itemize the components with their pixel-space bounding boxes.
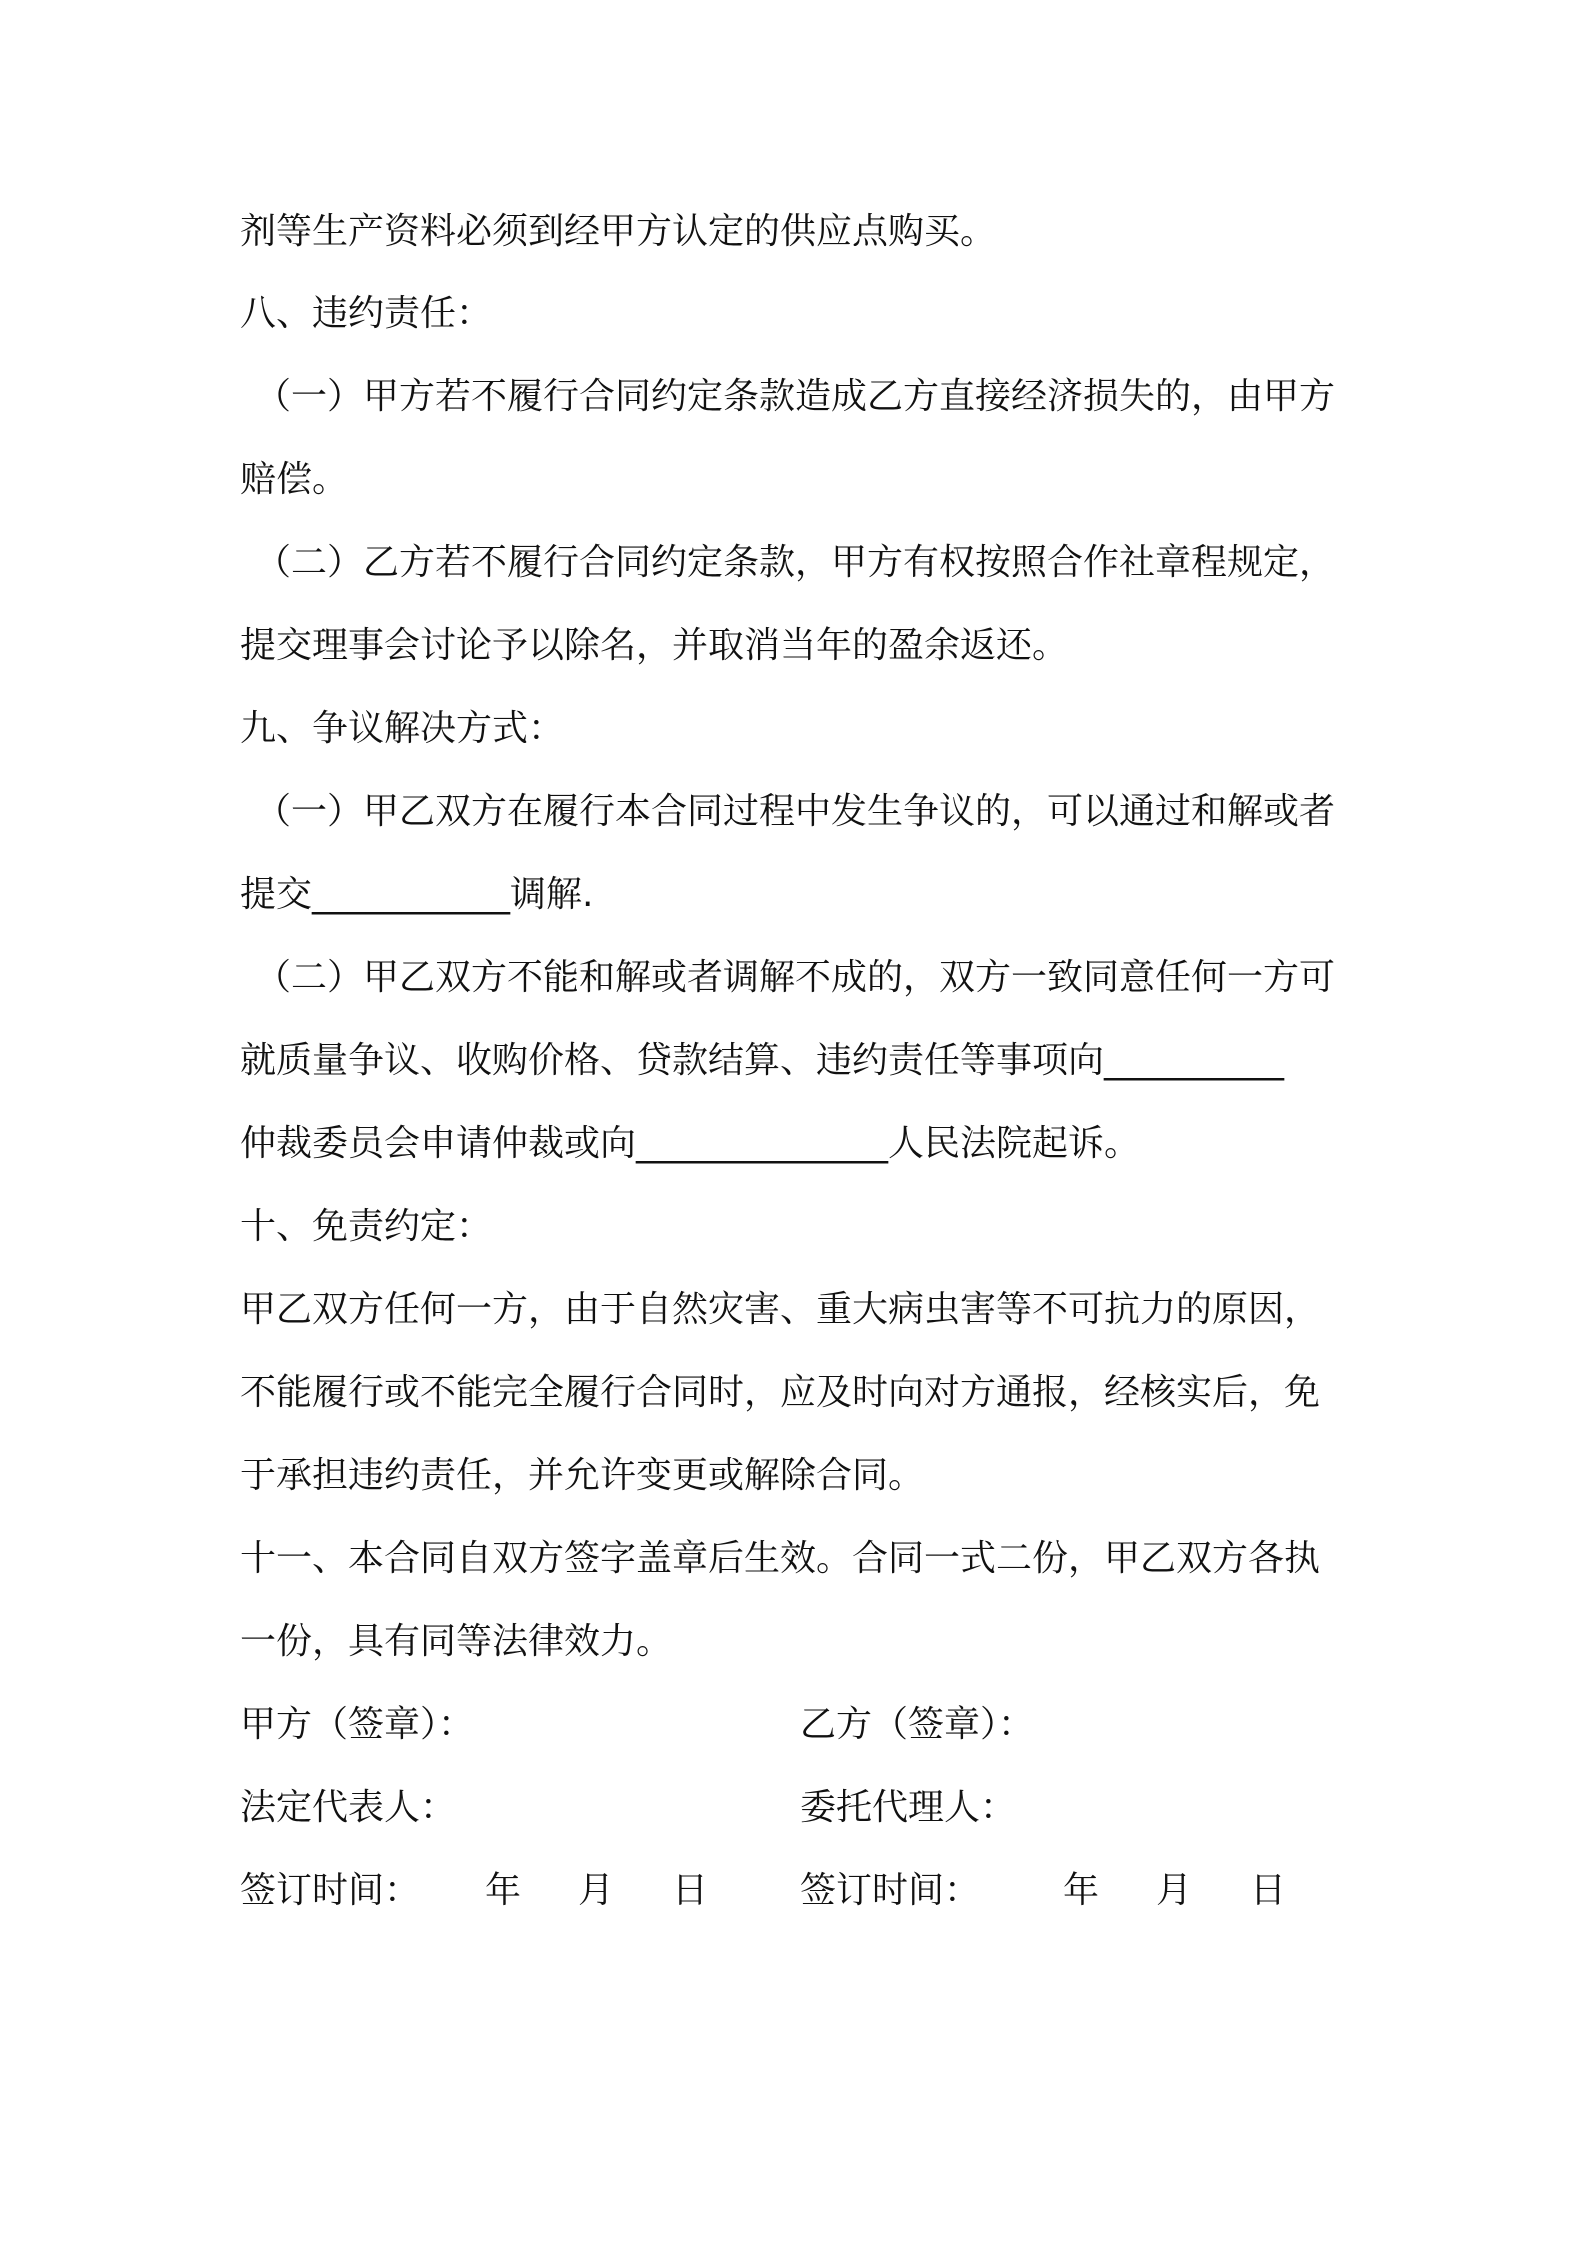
year-a-label: 年 [485, 1870, 522, 1911]
month-a-label: 月 [578, 1870, 615, 1911]
party-a-seal-label: 甲方（签章）： [240, 1704, 475, 1745]
sign-time-a-label: 签订时间： [240, 1870, 421, 1911]
text-line: 甲乙双方任何一方，由于自然灾害、重大病虫害等不可抗力的原因， [240, 1289, 1321, 1330]
text-line: 一份，具有同等法律效力。 [240, 1621, 673, 1662]
section-heading-8: 八、违约责任： [240, 293, 493, 334]
section-heading-10: 十、免责约定： [240, 1206, 493, 1247]
agent-label: 委托代理人： [800, 1787, 1017, 1828]
sign-time-b-label: 签订时间： [800, 1870, 981, 1911]
text-line: 提交理事会讨论予以除名，并取消当年的盈余返还。 [240, 625, 1069, 666]
text-line: 十一、本合同自双方签字盖章后生效。合同一式二份，甲乙双方各执 [240, 1538, 1321, 1579]
day-a-label: 日 [672, 1870, 709, 1911]
month-b-label: 月 [1156, 1870, 1193, 1911]
text-line: 赔偿。 [240, 459, 349, 500]
text-line: 不能履行或不能完全履行合同时，应及时向对方通报，经核实后，免 [240, 1372, 1321, 1413]
text-line: （一）甲方若不履行合同约定条款造成乙方直接经济损失的，由甲方 [255, 376, 1336, 417]
text-line: （二）乙方若不履行合同约定条款，甲方有权按照合作社章程规定， [255, 542, 1336, 583]
year-b-label: 年 [1063, 1870, 1100, 1911]
text-line: 提交___________调解. [240, 874, 594, 915]
text-line: （二）甲乙双方不能和解或者调解不成的，双方一致同意任何一方可 [255, 957, 1336, 998]
party-b-seal-label: 乙方（签章）： [800, 1704, 1035, 1745]
day-b-label: 日 [1250, 1870, 1287, 1911]
text-line: 剂等生产资料必须到经甲方认定的供应点购买。 [240, 211, 997, 252]
text-line: 就质量争议、收购价格、贷款结算、违约责任等事项向__________ [240, 1040, 1285, 1081]
section-heading-9: 九、争议解决方式： [240, 708, 565, 749]
text-line: 仲裁委员会申请仲裁或向______________人民法院起诉。 [240, 1123, 1141, 1164]
document-page [240, 0, 1360, 2244]
text-line: （一）甲乙双方在履行本合同过程中发生争议的，可以通过和解或者 [255, 791, 1336, 832]
text-line: 于承担违约责任，并允许变更或解除合同。 [240, 1455, 925, 1496]
legal-rep-label: 法定代表人： [240, 1787, 457, 1828]
